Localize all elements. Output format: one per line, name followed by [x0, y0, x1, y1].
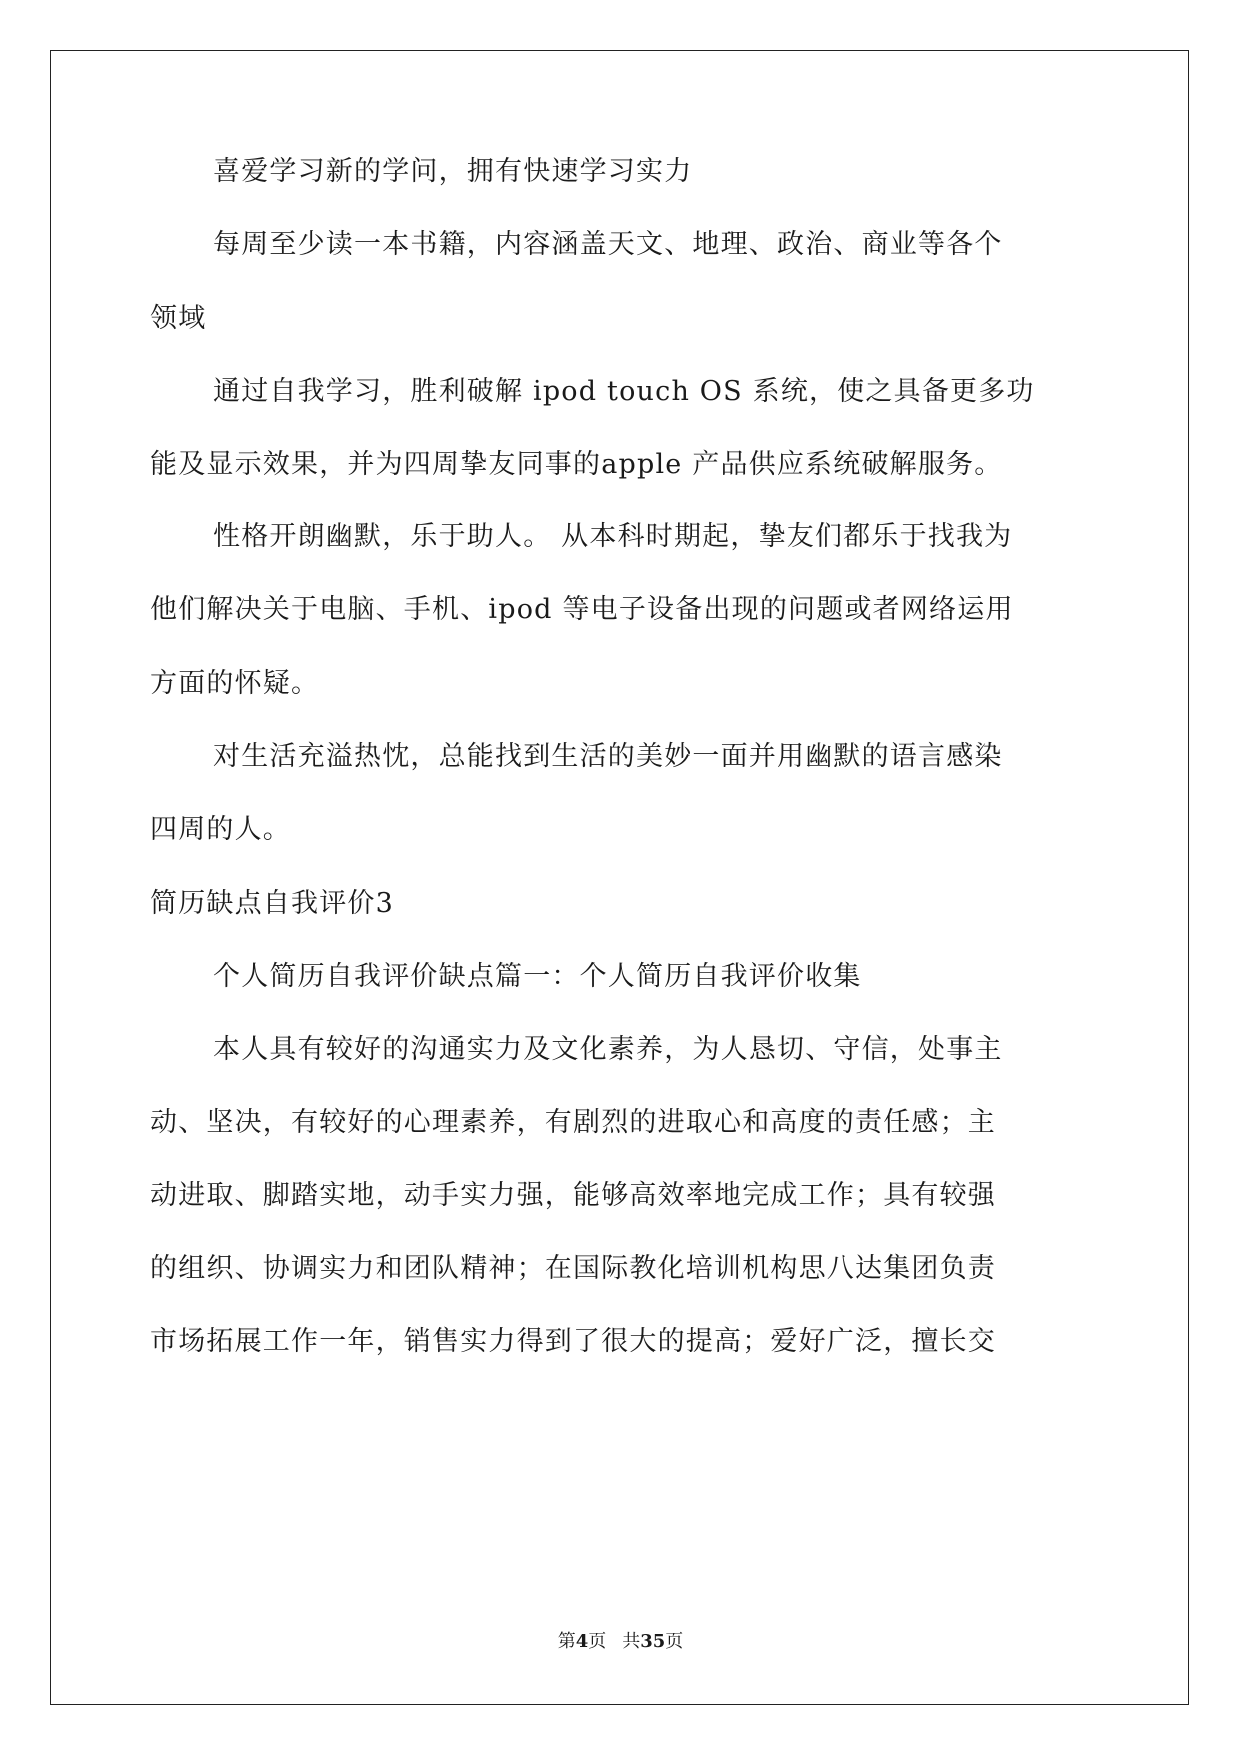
- paragraph-line: 方面的怀疑。: [150, 668, 320, 699]
- paragraph-line: 市场拓展工作一年，销售实力得到了很大的提高；爱好广泛，擅长交: [150, 1326, 996, 1357]
- page-prefix: 第: [557, 1631, 576, 1652]
- total-prefix: 共: [622, 1631, 641, 1652]
- paragraph-line: 性格开朗幽默，乐于助人。 从本科时期起，挚友们都乐于找我为: [213, 521, 1013, 552]
- page-border: [50, 50, 1189, 1705]
- paragraph-line: 的组织、协调实力和团队精神；在国际教化培训机构思八达集团负责: [150, 1253, 996, 1284]
- paragraph-line: 对生活充溢热忱，总能找到生活的美妙一面并用幽默的语言感染: [213, 741, 1003, 772]
- paragraph-line: 通过自我学习，胜利破解 ipod touch OS 系统，使之具备更多功: [213, 376, 1035, 407]
- paragraph-line: 个人简历自我评价缺点篇一：个人简历自我评价收集: [213, 961, 862, 992]
- paragraph-line: 动进取、脚踏实地，动手实力强，能够高效率地完成工作；具有较强: [150, 1180, 996, 1211]
- paragraph-line: 四周的人。: [150, 814, 291, 845]
- page-total: 35: [640, 1631, 666, 1652]
- page-suffix: 页: [588, 1631, 607, 1652]
- paragraph-line: 喜爱学习新的学问，拥有快速学习实力: [213, 156, 693, 187]
- paragraph-line: 动、坚决，有较好的心理素养，有剧烈的进取心和高度的责任感；主: [150, 1107, 996, 1138]
- page-current: 4: [575, 1631, 589, 1652]
- total-suffix: 页: [665, 1631, 684, 1652]
- paragraph-line: 领域: [150, 303, 207, 334]
- paragraph-line: 本人具有较好的沟通实力及文化素养，为人恳切、守信，处事主: [213, 1034, 1003, 1065]
- paragraph-line: 每周至少读一本书籍，内容涵盖天文、地理、政治、商业等各个: [213, 229, 1003, 260]
- section-heading: 简历缺点自我评价3: [150, 888, 394, 919]
- paragraph-line: 他们解决关于电脑、手机、ipod 等电子设备出现的问题或者网络运用: [150, 594, 1014, 625]
- page-footer: [0, 1631, 1241, 1653]
- paragraph-line: 能及显示效果，并为四周挚友同事的apple 产品供应系统破解服务。: [150, 449, 1003, 480]
